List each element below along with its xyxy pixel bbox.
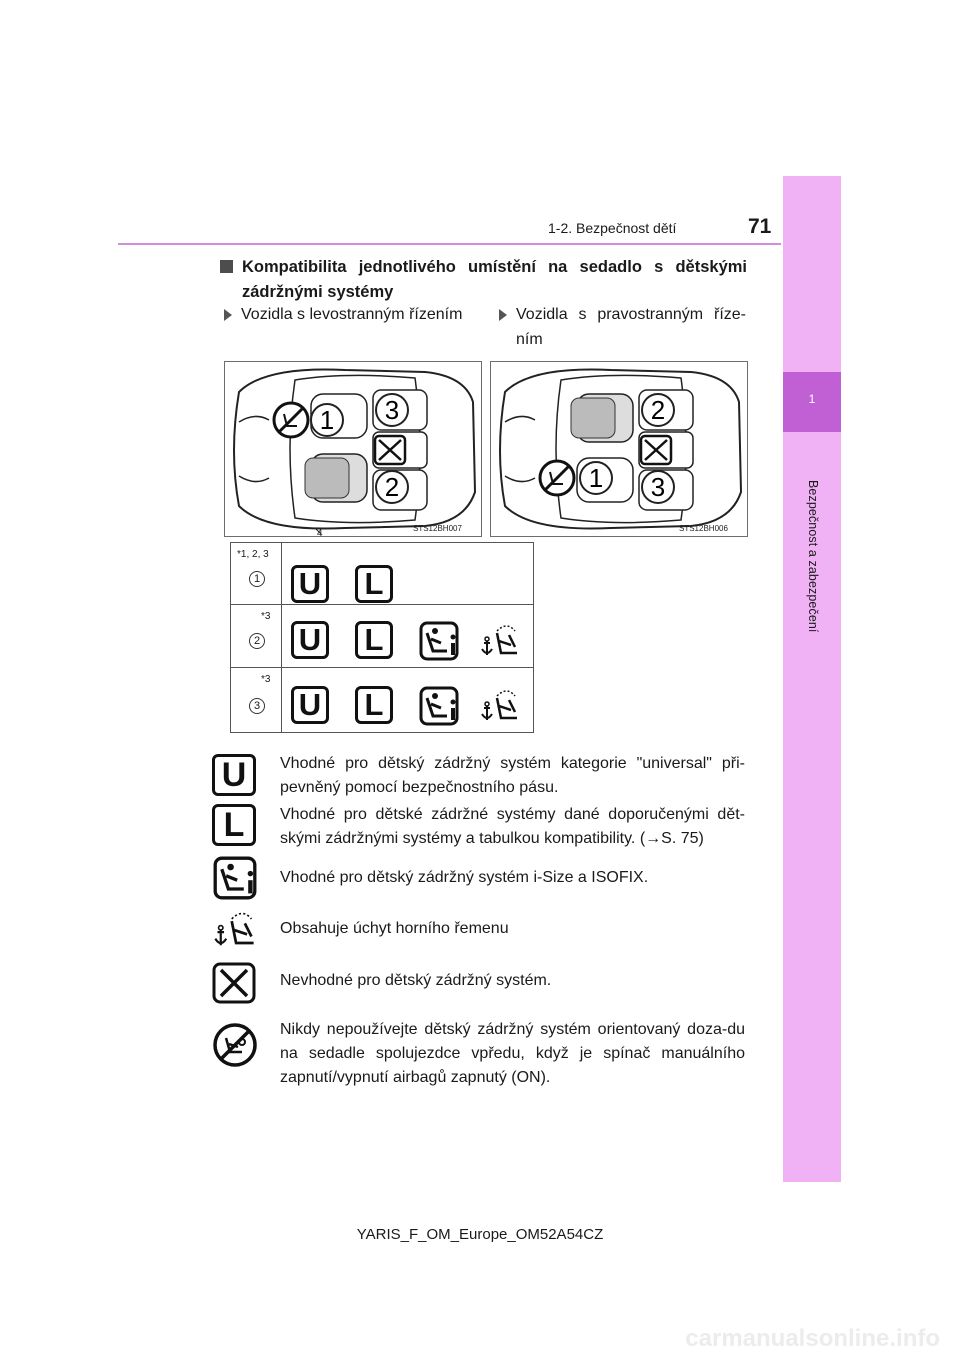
- legend-text-i-size: Vhodné pro dětský zádržný systém i-Size a ISOFIX.: [280, 869, 649, 886]
- watermark: [0, 1322, 960, 1357]
- document-footer: YARIS_F_OM_Europe_OM52A54CZ: [356, 1226, 604, 1243]
- top-tether-anchor-icon: [212, 908, 258, 954]
- seat-position-number: 2: [249, 633, 265, 649]
- universal-icon: U: [291, 621, 329, 659]
- svg-text:1: 1: [588, 463, 604, 493]
- universal-icon: U: [291, 565, 329, 603]
- table-row: [231, 605, 533, 668]
- page-number: 71: [748, 215, 772, 238]
- rhd-label: Vozidla s pravostranným říze-ním: [516, 306, 746, 348]
- row-note: *3: [261, 674, 271, 685]
- limited-icon: L: [355, 621, 393, 659]
- section-heading: Kompatibilita jednotlivého umístění na sedadlo s dětskými zádržnými systémy: [242, 258, 747, 301]
- chapter-number: 1: [808, 392, 816, 406]
- legend-text-no-rear-facing: Nikdy nepoužívejte dětský zádržný systém orientovaný doza-du na sedadle spolujezdce vpředu, když je spínač manuálního zapnutí/vypnutí airbagů zapnutý (ON).: [280, 1021, 745, 1086]
- svg-text:2: 2: [384, 472, 400, 502]
- row-note: *1, 2, 3: [237, 549, 269, 560]
- seat-number-label: 4: [317, 528, 323, 539]
- svg-text:3: 3: [384, 395, 400, 425]
- chapter-side-tab: [783, 176, 841, 1182]
- table-row: [231, 543, 533, 605]
- compatibility-table: [230, 542, 534, 733]
- arrow-bullet-icon: [499, 309, 507, 321]
- no-rear-facing-seat-icon: [212, 1022, 258, 1068]
- limited-icon: L: [355, 565, 393, 603]
- svg-text:carmanualsonline.info: carmanualsonline.info: [685, 1325, 940, 1352]
- table-row: [231, 668, 533, 732]
- legend-text-top-tether: Obsahuje úchyt horního řemenu: [280, 920, 509, 937]
- rhd-car-figure: [490, 361, 748, 537]
- limited-icon: L: [355, 686, 393, 724]
- row-note: *3: [261, 611, 271, 622]
- seat-position-number: 1: [249, 571, 265, 587]
- arrow-bullet-icon: [224, 309, 232, 321]
- figure-code: STS12BH007: [413, 524, 462, 533]
- lhd-label: Vozidla s levostranným řízením: [241, 306, 463, 323]
- svg-text:3: 3: [650, 472, 666, 502]
- svg-text:1: 1: [319, 405, 335, 435]
- section-title: 1-2. Bezpečnost dětí: [548, 220, 677, 236]
- figure-code: STS12BH006: [679, 524, 728, 533]
- limited-icon: L: [212, 804, 256, 846]
- i-size-isofix-icon: [419, 621, 459, 661]
- row-header: [231, 668, 282, 732]
- lhd-car-figure: [224, 361, 482, 537]
- legend-text-not-suitable: Nevhodné pro dětský zádržný systém.: [280, 972, 552, 989]
- heading-bullet-icon: [220, 260, 233, 273]
- seat-position-number: 3: [249, 698, 265, 714]
- i-size-isofix-icon: [212, 856, 258, 900]
- legend-text-universal: Vhodné pro dětský zádržný systém kategorie "universal" při-pevněný pomocí bezpečnostního pásu.: [280, 755, 745, 796]
- rhd-car-top-view: [491, 362, 747, 536]
- universal-icon: U: [212, 754, 256, 796]
- not-suitable-icon: [212, 962, 256, 1004]
- svg-text:2: 2: [650, 395, 666, 425]
- header-rule: [118, 243, 781, 245]
- row-header: [231, 543, 282, 604]
- legend-text-limited: Vhodné pro dětské zádržné systémy dané doporučenými dět-skými zádržnými systémy a tabulkou kompatibility. (→S. 75): [280, 806, 745, 847]
- i-size-isofix-icon: [419, 686, 459, 726]
- lhd-car-top-view: [225, 362, 481, 536]
- top-tether-anchor-icon: [479, 621, 521, 663]
- universal-icon: U: [291, 686, 329, 724]
- top-tether-anchor-icon: [479, 686, 521, 728]
- row-header: [231, 605, 282, 667]
